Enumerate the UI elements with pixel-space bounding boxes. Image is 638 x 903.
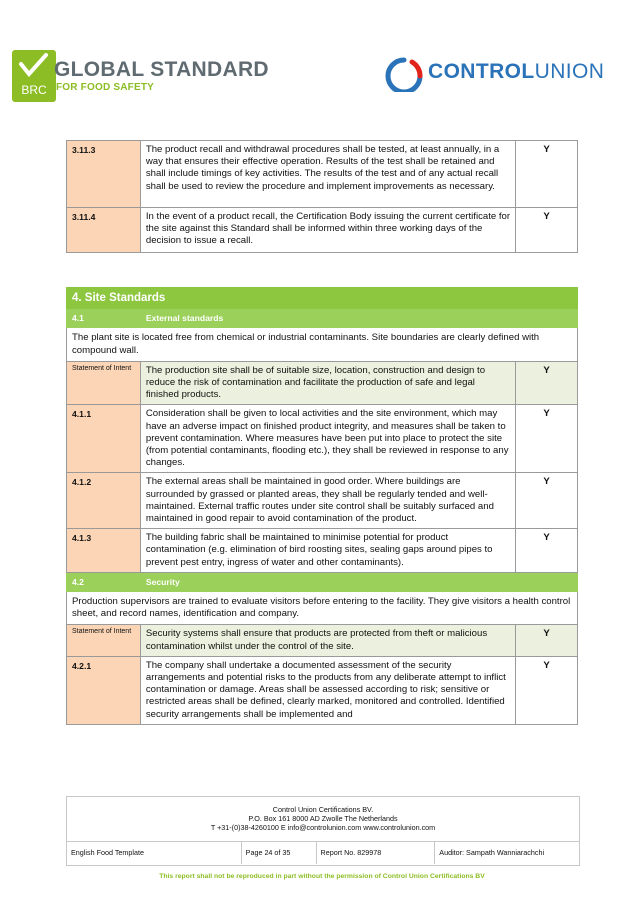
control-union-logo-icon <box>384 56 424 92</box>
page-footer <box>66 796 580 866</box>
footer-disclaimer: This report shall not be reproduced in part without the permission of Control Union Certifications BV <box>159 873 485 880</box>
clause-number: 4.2.1 <box>67 656 141 724</box>
footer-address <box>67 797 579 842</box>
compliance-value: Y <box>516 656 578 724</box>
statement-of-intent-label: Statement of Intent <box>67 625 141 656</box>
footer-contact: T +31-(0)38-4260100 E info@controlunion.com www.controlunion.com <box>210 823 436 832</box>
footer-template: English Food Template <box>67 842 242 864</box>
site-standards-table <box>66 287 578 725</box>
subsection-header <box>67 572 578 591</box>
compliance-value: Y <box>516 625 578 656</box>
auditor-note <box>67 592 578 625</box>
subsection-header <box>67 309 578 328</box>
table-row <box>67 529 578 573</box>
compliance-value: Y <box>516 361 578 405</box>
statement-of-intent-text: The production site shall be of suitable size, location, construction and design to reduce the risk of contamination and facilitate the production of safe and legal finished products. <box>140 361 515 405</box>
section-header <box>67 288 578 309</box>
subsection-number: 4.2 <box>67 572 141 591</box>
section-title: 4. Site Standards <box>67 288 578 309</box>
compliance-value: Y <box>516 208 578 253</box>
statement-of-intent-row <box>67 625 578 656</box>
footer-report-number: Report No. 829978 <box>317 842 436 864</box>
clause-number: 4.1.1 <box>67 405 141 473</box>
statement-of-intent-label: Statement of Intent <box>67 361 141 405</box>
auditor-note-text: Production supervisors are trained to evaluate visitors before entering to the facility. They give visitors a health control sheet, and record names, identification and company. <box>67 592 578 625</box>
clause-number: 3.11.3 <box>67 141 141 208</box>
clause-number: 4.1.3 <box>67 529 141 573</box>
footer-po-box: P.O. Box 161 8000 AD Zwolle The Netherlands <box>248 814 398 823</box>
clause-text: Consideration shall be given to local activities and the site environment, which may have an adverse impact on finished product integrity, and measures shall be taken to prevent contamination. Where measures have been put into place to protect the site (from potential contaminants, flooding etc.), they shall be reviewed in response to any changes. <box>140 405 515 473</box>
footer-company: Control Union Certifications BV. <box>272 805 374 814</box>
clause-text: In the event of a product recall, the Certification Body issuing the current certificate for the site against this Standard shall be informed within three working days of the decision to issue a recall. <box>140 208 515 253</box>
table-row <box>67 141 578 208</box>
global-standard-title: GLOBAL STANDARD <box>54 58 269 81</box>
auditor-note-text: The plant site is located free from chemical or industrial contaminants. Site boundaries are clearly defined with compound wall. <box>67 328 578 361</box>
clause-text: The external areas shall be maintained in good order. Where buildings are surrounded by grassed or planted areas, they shall be regularly tended and well-maintained. External traffic routes under site control shall be suitably surfaced and maintained in good repair to avoid contamination of the product. <box>140 473 515 529</box>
footer-auditor: Auditor: Sampath Wanniarachchi <box>439 848 545 857</box>
global-standard-subtitle: FOR FOOD SAFETY <box>56 82 154 93</box>
compliance-value: Y <box>516 405 578 473</box>
compliance-value: Y <box>516 473 578 529</box>
brc-logo-icon <box>12 50 56 102</box>
compliance-value: Y <box>516 141 578 208</box>
control-union-wordmark: CONTROLUNION <box>428 60 605 83</box>
table-row <box>67 208 578 253</box>
brc-badge-text: BRC <box>21 83 47 97</box>
subsection-number: 4.1 <box>67 309 141 328</box>
subsection-label: External standards <box>140 309 577 328</box>
clause-text: The building fabric shall be maintained to minimise potential for product contamination (e.g. elimination of bird roosting sites, sealing gaps around pipes to prevent pest entry, ingress of water and other contaminants). <box>140 529 515 573</box>
compliance-value: Y <box>516 529 578 573</box>
clause-text: The product recall and withdrawal procedures shall be tested, at least annually, in a way that ensures their effective operation. Results of the test shall be retained and shall include timings of key activities. The results of the test and of any actual recall shall be used to review the procedure and implement improvements as necessary. <box>140 141 515 208</box>
recall-requirements-table <box>66 140 578 253</box>
clause-text: The company shall undertake a documented assessment of the security arrangements and potential risks to the products from any deliberate attempt to inflict contamination or damage. Areas shall be assessed according to risk; sensitive or restricted areas shall be defined, clearly marked, monitored and controlled. Identified security arrangements shall be implemented and <box>140 656 515 724</box>
table-row <box>67 405 578 473</box>
table-row <box>67 656 578 724</box>
clause-number: 4.1.2 <box>67 473 141 529</box>
subsection-label: Security <box>140 572 577 591</box>
statement-of-intent-row <box>67 361 578 405</box>
footer-page-number: Page 24 of 35 <box>242 842 317 864</box>
clause-number: 3.11.4 <box>67 208 141 253</box>
auditor-note <box>67 328 578 361</box>
statement-of-intent-text: Security systems shall ensure that products are protected from theft or malicious contamination whilst under the control of the site. <box>140 625 515 656</box>
page-header <box>0 0 638 120</box>
table-row <box>67 473 578 529</box>
footer-meta-row <box>67 842 579 864</box>
